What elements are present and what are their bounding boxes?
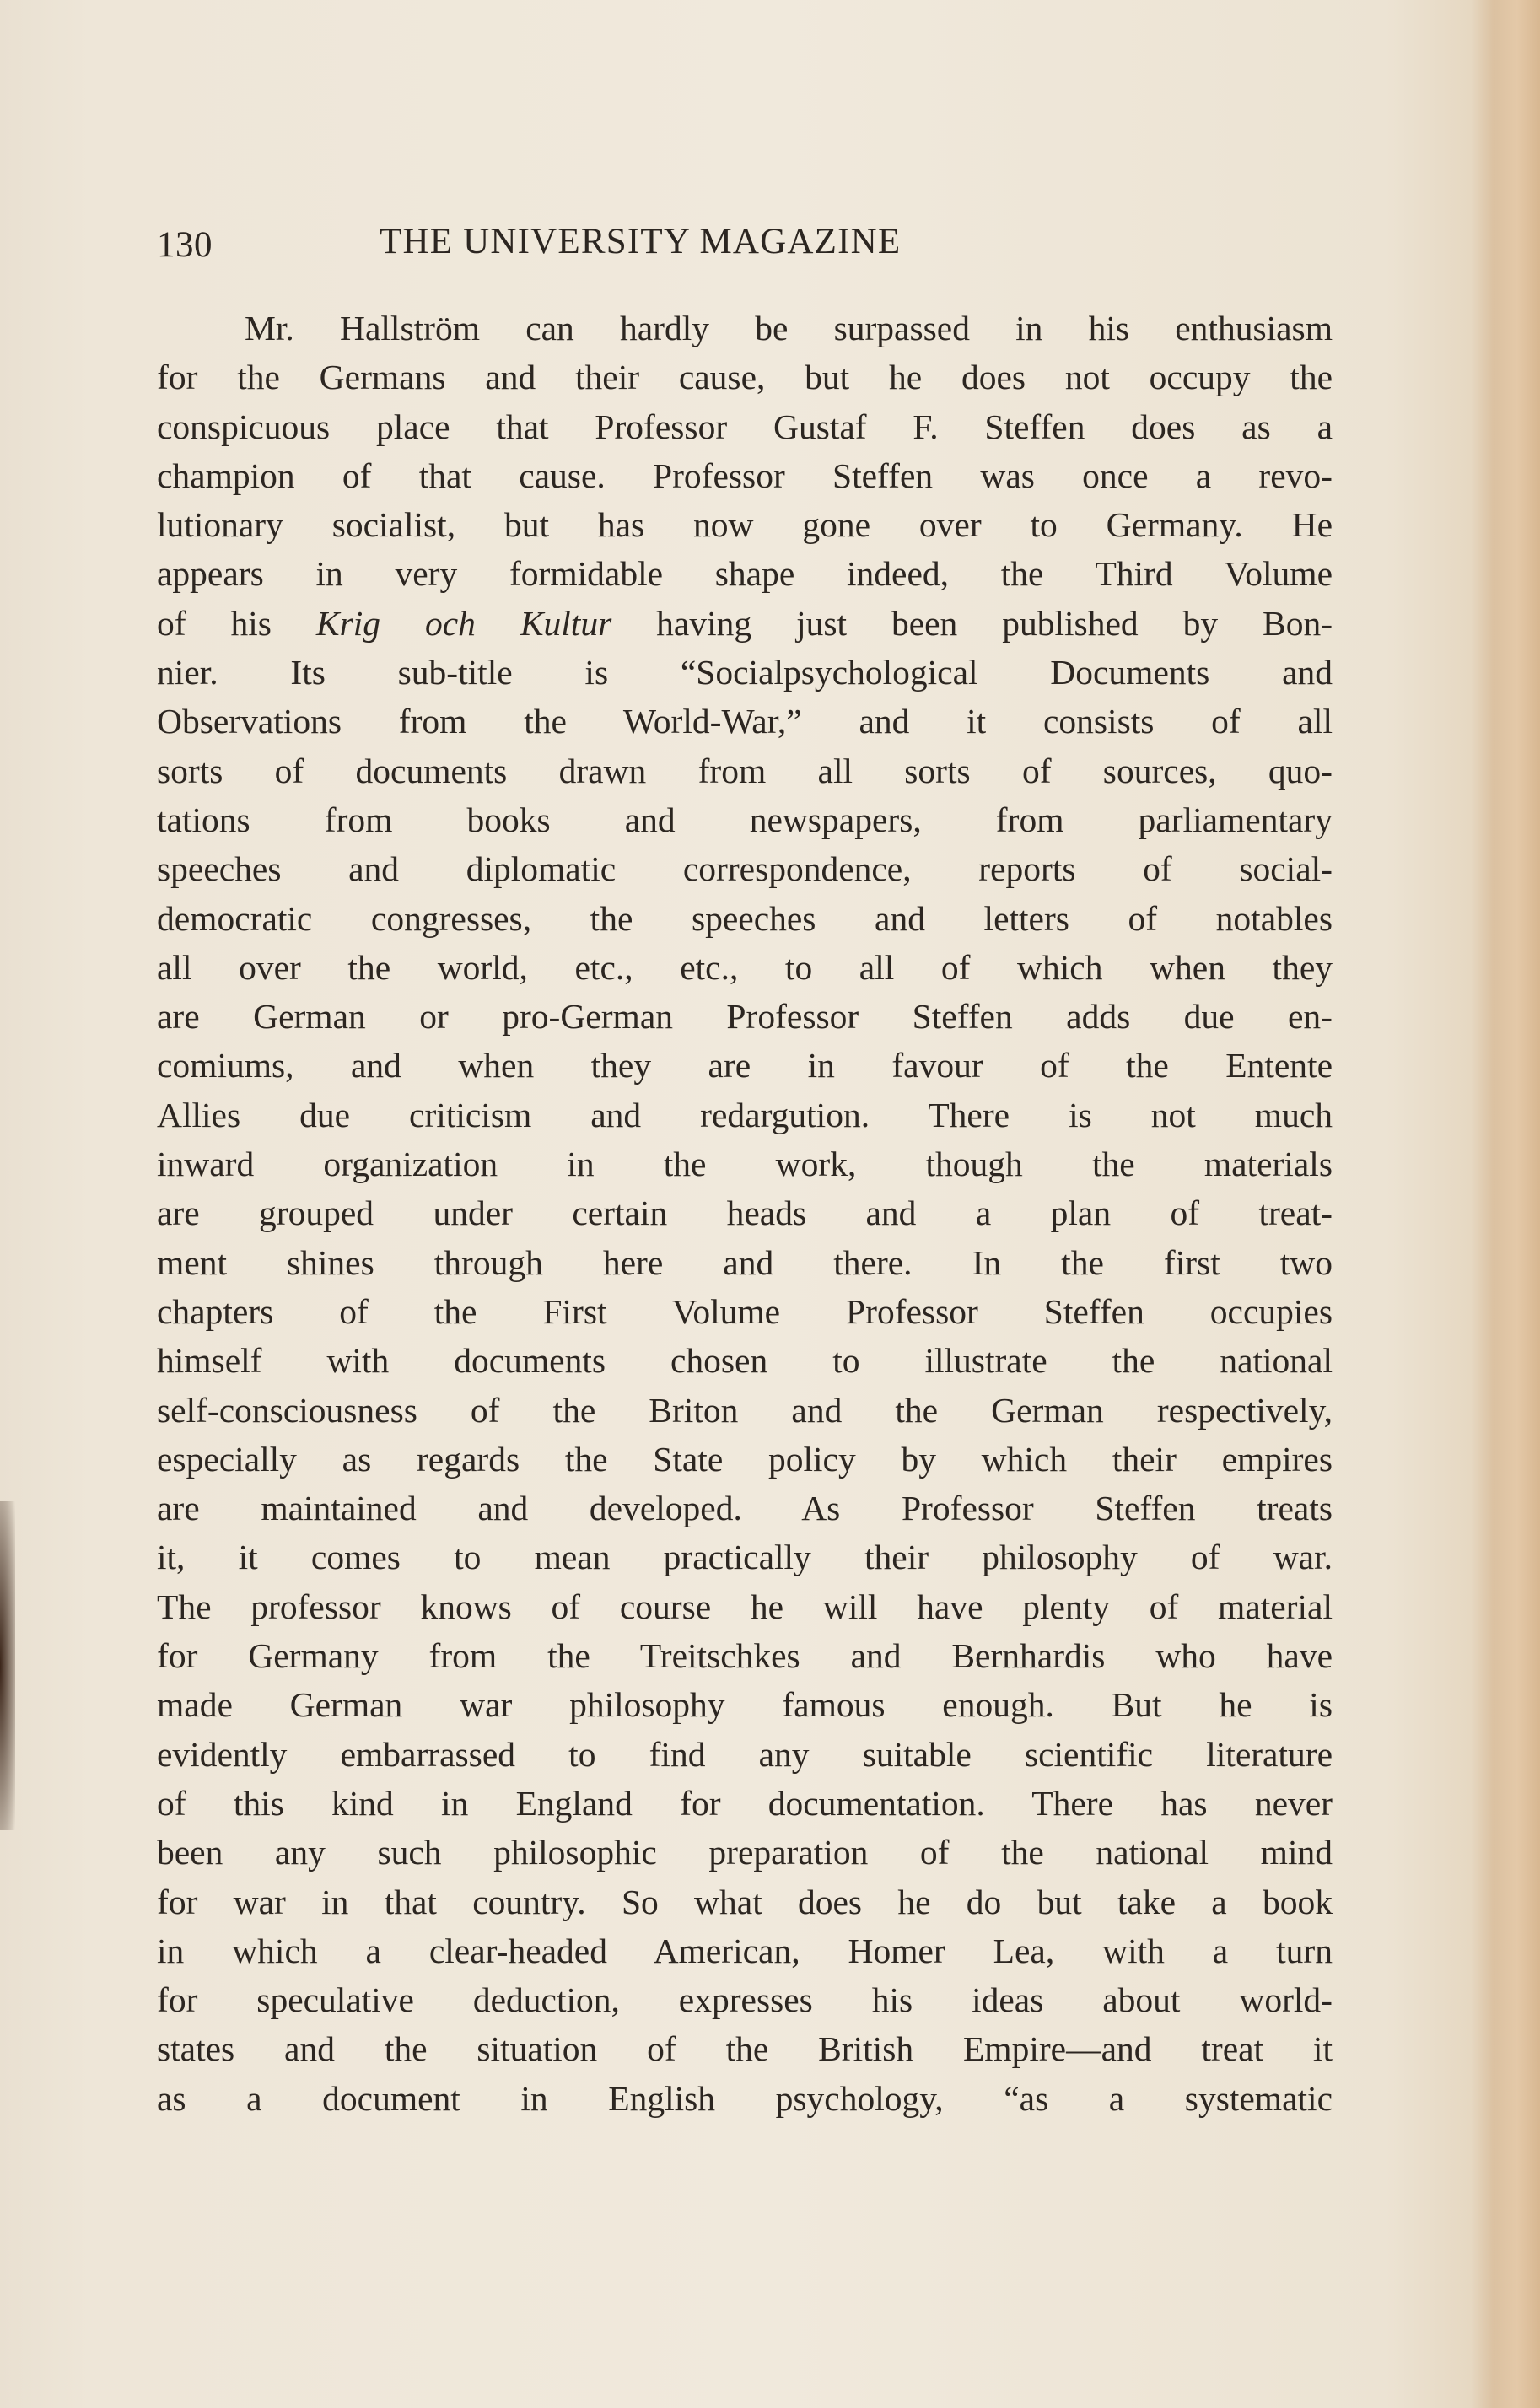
text-line: Allies due criticism and redargution. There is not much — [157, 1095, 1333, 1134]
text-line: all over the world, etc., etc., to all of which when they — [157, 947, 1333, 987]
text-line: it, it comes to mean practically their philosophy of war. — [157, 1538, 1333, 1577]
text-line: inward organization in the work, though the materials — [157, 1145, 1333, 1184]
text-line: appears in very formidable shape indeed, the Third Volume — [157, 554, 1333, 594]
text-line: are grouped under certain heads and a plan of treat- — [157, 1193, 1333, 1233]
text-line: ment shines through here and there. In the first two — [157, 1242, 1333, 1282]
page-edge-shadow — [0, 1501, 15, 1830]
page-number: 130 — [157, 225, 213, 265]
text-line: nier. Its sub-title is “Socialpsychological Documents and — [157, 653, 1333, 692]
text-line: tations from books and newspapers, from parliamentary — [157, 800, 1333, 839]
text-line: for Germany from the Treitschkes and Bernhardis who have — [157, 1636, 1333, 1676]
text-line: lutionary socialist, but has now gone over to Germany. He — [157, 505, 1333, 545]
text-line: of this kind in England for documentation. There has never — [157, 1783, 1333, 1823]
text-line: as a document in English psychology, “as a systematic — [157, 2078, 1333, 2118]
book-title-italic: Krig och Kultur — [315, 603, 612, 643]
text-line: states and the situation of the British Empire—and treat it — [157, 2029, 1333, 2069]
text-line: evidently embarrassed to find any suitable scientific literature — [157, 1734, 1333, 1774]
text-line: chapters of the First Volume Professor Steffen occupies — [157, 1291, 1333, 1331]
text-line: been any such philosophic preparation of the national mind — [157, 1833, 1333, 1872]
text-fragment: having just been published by Bon- — [656, 603, 1333, 643]
body-text — [157, 304, 1333, 2123]
text-line: for war in that country. So what does he do but take a book — [157, 1882, 1333, 1921]
text-line: himself with documents chosen to illustrate the national — [157, 1341, 1333, 1381]
text-line: self-consciousness of the Briton and the German respectively, — [157, 1390, 1333, 1430]
text-fragment: of his — [157, 603, 272, 643]
text-line: are maintained and developed. As Professor Steffen treats — [157, 1489, 1333, 1528]
text-line: for the Germans and their cause, but he does not occupy the — [157, 358, 1333, 397]
text-line: Observations from the World-War,” and it consists of all — [157, 702, 1333, 741]
text-line: democratic congresses, the speeches and letters of notables — [157, 898, 1333, 938]
text-line: Mr. Hallström can hardly be surpassed in his enthusiasm — [245, 309, 1333, 347]
text-line: for speculative deduction, expresses his ideas about world- — [157, 1980, 1333, 2020]
text-line: made German war philosophy famous enough. But he is — [157, 1685, 1333, 1725]
text-line: are German or pro-German Professor Steffen adds due en- — [157, 997, 1333, 1037]
text-line: in which a clear-headed American, Homer Lea, with a turn — [157, 1931, 1333, 1970]
text-line — [157, 599, 1333, 648]
text-line: speeches and diplomatic correspondence, reports of social- — [157, 849, 1333, 889]
text-line: conspicuous place that Professor Gustaf F. Steffen does as a — [157, 407, 1333, 446]
running-head — [157, 221, 1051, 272]
text-line: champion of that cause. Professor Steffen was once a revo- — [157, 455, 1333, 495]
text-line: comiums, and when they are in favour of the Entente — [157, 1046, 1333, 1085]
text-line: The professor knows of course he will have plenty of material — [157, 1586, 1333, 1626]
text-line: especially as regards the State policy by which their empires — [157, 1439, 1333, 1479]
journal-title: THE UNIVERSITY MAGAZINE — [380, 222, 902, 261]
text-line: sorts of documents drawn from all sorts of sources, quo- — [157, 751, 1333, 790]
